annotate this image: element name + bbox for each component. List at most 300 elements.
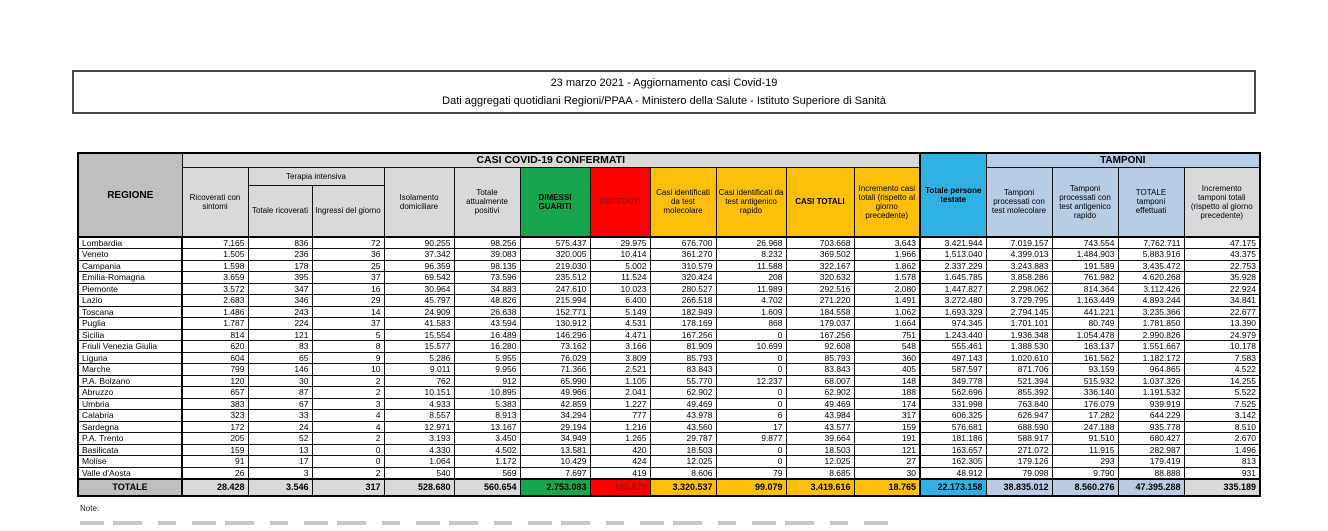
region-name: Emilia-Romagna [78, 272, 182, 284]
value-cell: 3.166 [590, 341, 650, 353]
region-name: Sicilia [78, 329, 182, 341]
value-cell: 1.227 [590, 398, 650, 410]
value-cell: 2 [312, 467, 384, 479]
value-cell: 16 [312, 283, 384, 295]
col-header-incremento-casi: Incremento casi totali (rispetto al giorno precedente) [854, 167, 920, 237]
note-label: Note: [80, 504, 100, 513]
value-cell: 49.469 [786, 398, 854, 410]
group-header-terapia-intensiva: Terapia intensiva [248, 167, 384, 185]
col-header-tamponi-antigenico: Tamponi processati con test antigenico rapido [1052, 167, 1118, 237]
value-cell: 2 [312, 375, 384, 387]
value-cell: 172 [182, 421, 248, 433]
value-cell: 29.975 [590, 237, 650, 249]
table-row [78, 364, 1260, 376]
totale-value-cell: 528.680 [384, 479, 454, 496]
value-cell: 424 [590, 456, 650, 468]
value-cell: 3.450 [454, 433, 520, 445]
value-cell: 167.256 [650, 329, 716, 341]
col-header-regione: REGIONE [78, 153, 182, 237]
value-cell: 236 [248, 249, 312, 261]
value-cell: 5.522 [1184, 387, 1260, 399]
value-cell: 336.140 [1052, 387, 1118, 399]
value-cell: 1.609 [716, 306, 786, 318]
note-clipped-text [80, 521, 895, 525]
value-cell: 10.023 [590, 283, 650, 295]
value-cell: 22.753 [1184, 260, 1260, 272]
value-cell: 688.590 [986, 421, 1052, 433]
value-cell: 34.294 [520, 410, 590, 422]
value-cell: 182.949 [650, 306, 716, 318]
value-cell: 813 [1184, 456, 1260, 468]
value-cell: 79 [716, 467, 786, 479]
value-cell: 167.256 [786, 329, 854, 341]
value-cell: 3.809 [590, 352, 650, 364]
value-cell: 8.685 [786, 467, 854, 479]
value-cell: 2 [312, 387, 384, 399]
value-cell: 62.902 [786, 387, 854, 399]
value-cell: 9.877 [716, 433, 786, 445]
value-cell: 67 [248, 398, 312, 410]
totale-value-cell: 18.765 [854, 479, 920, 496]
value-cell: 703.668 [786, 237, 854, 249]
value-cell: 320.424 [650, 272, 716, 284]
value-cell: 25 [312, 260, 384, 272]
value-cell: 14 [312, 306, 384, 318]
value-cell: 743.554 [1052, 237, 1118, 249]
value-cell: 8.606 [650, 467, 716, 479]
table-row [78, 329, 1260, 341]
value-cell: 174 [854, 398, 920, 410]
value-cell: 80.749 [1052, 318, 1118, 330]
region-name: Piemonte [78, 283, 182, 295]
value-cell: 159 [854, 421, 920, 433]
totale-value-cell: 47.395.288 [1118, 479, 1184, 496]
value-cell: 179.126 [986, 456, 1052, 468]
region-name: Molise [78, 456, 182, 468]
value-cell: 29.787 [650, 433, 716, 445]
col-header-incremento-tamponi: Incremento tamponi totali (rispetto al giorno precedente) [1184, 167, 1260, 237]
value-cell: 871.706 [986, 364, 1052, 376]
value-cell: 1.693.329 [920, 306, 986, 318]
value-cell: 49.966 [520, 387, 590, 399]
value-cell: 282.987 [1118, 444, 1184, 456]
value-cell: 912 [454, 375, 520, 387]
value-cell: 12.237 [716, 375, 786, 387]
value-cell: 331.998 [920, 398, 986, 410]
value-cell: 163.137 [1052, 341, 1118, 353]
value-cell: 73.596 [454, 272, 520, 284]
value-cell: 161.562 [1052, 352, 1118, 364]
value-cell: 0 [716, 329, 786, 341]
value-cell: 3.142 [1184, 410, 1260, 422]
value-cell: 179.037 [786, 318, 854, 330]
value-cell: 34.883 [454, 283, 520, 295]
value-cell: 191 [854, 433, 920, 445]
value-cell: 405 [854, 364, 920, 376]
value-cell: 0 [312, 444, 384, 456]
value-cell: 4.471 [590, 329, 650, 341]
value-cell: 11.989 [716, 283, 786, 295]
value-cell: 6.400 [590, 295, 650, 307]
value-cell: 22.924 [1184, 283, 1260, 295]
value-cell: 0 [716, 387, 786, 399]
table-row [78, 283, 1260, 295]
value-cell: 644.229 [1118, 410, 1184, 422]
value-cell: 1.020.610 [986, 352, 1052, 364]
value-cell: 178 [248, 260, 312, 272]
value-cell: 1.513.040 [920, 249, 986, 261]
value-cell: 1.243.440 [920, 329, 986, 341]
value-cell: 148 [854, 375, 920, 387]
value-cell: 587.597 [920, 364, 986, 376]
band-tamponi: TAMPONI [986, 153, 1260, 167]
value-cell: 383 [182, 398, 248, 410]
totale-value-cell: 22.173.158 [920, 479, 986, 496]
value-cell: 49.469 [650, 398, 716, 410]
value-cell: 34.949 [520, 433, 590, 445]
table-row [78, 272, 1260, 284]
value-cell: 548 [854, 341, 920, 353]
value-cell: 43.984 [786, 410, 854, 422]
value-cell: 83.843 [650, 364, 716, 376]
value-cell: 2.337.229 [920, 260, 986, 272]
value-cell: 1.182.172 [1118, 352, 1184, 364]
table-row [78, 456, 1260, 468]
value-cell: 3 [248, 467, 312, 479]
value-cell: 47.175 [1184, 237, 1260, 249]
value-cell: 6 [716, 410, 786, 422]
value-cell: 974.345 [920, 318, 986, 330]
value-cell: 1.054.478 [1052, 329, 1118, 341]
value-cell: 8.510 [1184, 421, 1260, 433]
covid-data-table [77, 152, 1261, 497]
value-cell: 763.840 [986, 398, 1052, 410]
table-row [78, 260, 1260, 272]
value-cell: 1.645.785 [920, 272, 986, 284]
region-name: Lazio [78, 295, 182, 307]
value-cell: 3.421.944 [920, 237, 986, 249]
totale-value-cell: 3.546 [248, 479, 312, 496]
value-cell: 1.862 [854, 260, 920, 272]
value-cell: 620 [182, 341, 248, 353]
col-header-ricoverati-sintomi: Ricoverati con sintomi [182, 167, 248, 237]
totale-value-cell: 317 [312, 479, 384, 496]
value-cell: 1.163.449 [1052, 295, 1118, 307]
value-cell: 178.169 [650, 318, 716, 330]
table-row [78, 375, 1260, 387]
table-row [78, 237, 1260, 249]
value-cell: 4.502 [454, 444, 520, 456]
value-cell: 176.079 [1052, 398, 1118, 410]
value-cell: 2 [312, 433, 384, 445]
value-cell: 11.588 [716, 260, 786, 272]
value-cell: 85.793 [650, 352, 716, 364]
value-cell: 604 [182, 352, 248, 364]
totale-label: TOTALE [78, 479, 182, 496]
value-cell: 188 [854, 387, 920, 399]
value-cell: 30 [854, 467, 920, 479]
value-cell: 13.167 [454, 421, 520, 433]
band-casi-confermati: CASI COVID-19 CONFERMATI [182, 153, 920, 167]
value-cell: 69.542 [384, 272, 454, 284]
value-cell: 30.964 [384, 283, 454, 295]
region-name: Abruzzo [78, 387, 182, 399]
value-cell: 320.005 [520, 249, 590, 261]
value-cell: 2.990.826 [1118, 329, 1184, 341]
value-cell: 10.699 [716, 341, 786, 353]
value-cell: 2.080 [854, 283, 920, 295]
value-cell: 93.159 [1052, 364, 1118, 376]
value-cell: 17 [248, 456, 312, 468]
value-cell: 159 [182, 444, 248, 456]
value-cell: 5.002 [590, 260, 650, 272]
col-header-casi-test-molecolare: Casi identificati da test molecolare [650, 167, 716, 237]
value-cell: 3.112.426 [1118, 283, 1184, 295]
value-cell: 9 [312, 352, 384, 364]
totale-value-cell: 3.320.537 [650, 479, 716, 496]
value-cell: 52 [248, 433, 312, 445]
value-cell: 266.518 [650, 295, 716, 307]
value-cell: 1.787 [182, 318, 248, 330]
value-cell: 62.902 [650, 387, 716, 399]
totale-value-cell: 335.189 [1184, 479, 1260, 496]
value-cell: 1.966 [854, 249, 920, 261]
totale-value-cell: 28.428 [182, 479, 248, 496]
value-cell: 569 [454, 467, 520, 479]
value-cell: 1.265 [590, 433, 650, 445]
value-cell: 2.298.062 [986, 283, 1052, 295]
value-cell: 72 [312, 237, 384, 249]
value-cell: 4 [312, 421, 384, 433]
value-cell: 130.912 [520, 318, 590, 330]
value-cell: 29 [312, 295, 384, 307]
value-cell: 14.255 [1184, 375, 1260, 387]
value-cell: 761.982 [1052, 272, 1118, 284]
value-cell: 11.524 [590, 272, 650, 284]
value-cell: 931 [1184, 467, 1260, 479]
totale-value-cell: 105.879 [590, 479, 650, 496]
value-cell: 0 [716, 398, 786, 410]
value-cell: 224 [248, 318, 312, 330]
value-cell: 521.394 [986, 375, 1052, 387]
value-cell: 146 [248, 364, 312, 376]
value-cell: 9.956 [454, 364, 520, 376]
table-row [78, 410, 1260, 422]
totale-value-cell: 8.560.276 [1052, 479, 1118, 496]
value-cell: 0 [716, 456, 786, 468]
value-cell: 1.447.827 [920, 283, 986, 295]
value-cell: 91 [182, 456, 248, 468]
table-footer [78, 479, 1260, 496]
region-name: Campania [78, 260, 182, 272]
value-cell: 4 [312, 410, 384, 422]
value-cell: 3 [312, 398, 384, 410]
value-cell: 8 [312, 341, 384, 353]
value-cell: 441.221 [1052, 306, 1118, 318]
value-cell: 15.554 [384, 329, 454, 341]
value-cell: 4.702 [716, 295, 786, 307]
value-cell: 5.883.916 [1118, 249, 1184, 261]
value-cell: 3.858.286 [986, 272, 1052, 284]
table-row [78, 295, 1260, 307]
value-cell: 575.437 [520, 237, 590, 249]
value-cell: 4.893.244 [1118, 295, 1184, 307]
value-cell: 1.037.326 [1118, 375, 1184, 387]
value-cell: 68.007 [786, 375, 854, 387]
totale-value-cell: 2.753.083 [520, 479, 590, 496]
value-cell: 868 [716, 318, 786, 330]
value-cell: 37 [312, 318, 384, 330]
value-cell: 87 [248, 387, 312, 399]
title-line-1: 23 marzo 2021 - Aggiornamento casi Covid-19 [550, 77, 778, 90]
value-cell: 4.531 [590, 318, 650, 330]
value-cell: 1.701.101 [986, 318, 1052, 330]
value-cell: 1.105 [590, 375, 650, 387]
value-cell: 1.172 [454, 456, 520, 468]
value-cell: 4.933 [384, 398, 454, 410]
value-cell: 184.558 [786, 306, 854, 318]
value-cell: 1.578 [854, 272, 920, 284]
region-name: Sardegna [78, 421, 182, 433]
value-cell: 26.638 [454, 306, 520, 318]
value-cell: 4.620.268 [1118, 272, 1184, 284]
value-cell: 7.697 [520, 467, 590, 479]
value-cell: 0 [716, 364, 786, 376]
value-cell: 12.971 [384, 421, 454, 433]
value-cell: 10.414 [590, 249, 650, 261]
value-cell: 83.843 [786, 364, 854, 376]
value-cell: 81.909 [650, 341, 716, 353]
value-cell: 247.610 [520, 283, 590, 295]
value-cell: 1.664 [854, 318, 920, 330]
value-cell: 39.083 [454, 249, 520, 261]
value-cell: 16.280 [454, 341, 520, 353]
value-cell: 347 [248, 283, 312, 295]
value-cell: 219.030 [520, 260, 590, 272]
value-cell: 762 [384, 375, 454, 387]
value-cell: 323 [182, 410, 248, 422]
region-name: Toscana [78, 306, 182, 318]
value-cell: 540 [384, 467, 454, 479]
value-cell: 34.841 [1184, 295, 1260, 307]
value-cell: 37 [312, 272, 384, 284]
value-cell: 1.388.530 [986, 341, 1052, 353]
value-cell: 588.917 [986, 433, 1052, 445]
value-cell: 24.979 [1184, 329, 1260, 341]
value-cell: 1.505 [182, 249, 248, 261]
value-cell: 2.521 [590, 364, 650, 376]
value-cell: 395 [248, 272, 312, 284]
value-cell: 191.589 [1052, 260, 1118, 272]
value-cell: 247.188 [1052, 421, 1118, 433]
value-cell: 43.375 [1184, 249, 1260, 261]
table-body [78, 237, 1260, 479]
col-header-deceduti: DECEDUTI [590, 167, 650, 237]
value-cell: 814 [182, 329, 248, 341]
value-cell: 12.025 [786, 456, 854, 468]
value-cell: 777 [590, 410, 650, 422]
value-cell: 13 [248, 444, 312, 456]
value-cell: 657 [182, 387, 248, 399]
title-box [72, 70, 1256, 114]
value-cell: 680.427 [1118, 433, 1184, 445]
region-name: Marche [78, 364, 182, 376]
value-cell: 293 [1052, 456, 1118, 468]
value-cell: 5.383 [454, 398, 520, 410]
value-cell: 3.193 [384, 433, 454, 445]
value-cell: 4.522 [1184, 364, 1260, 376]
value-cell: 10.178 [1184, 341, 1260, 353]
value-cell: 799 [182, 364, 248, 376]
value-cell: 0 [716, 352, 786, 364]
table-row [78, 467, 1260, 479]
totale-value-cell: 38.835.012 [986, 479, 1052, 496]
region-name: P.A. Trento [78, 433, 182, 445]
region-name: P.A. Bolzano [78, 375, 182, 387]
value-cell: 73.162 [520, 341, 590, 353]
region-name: Friuli Venezia Giulia [78, 341, 182, 353]
value-cell: 7.583 [1184, 352, 1260, 364]
value-cell: 3.243.883 [986, 260, 1052, 272]
value-cell: 1.491 [854, 295, 920, 307]
value-cell: 1.936.348 [986, 329, 1052, 341]
value-cell: 12.025 [650, 456, 716, 468]
table-row [78, 398, 1260, 410]
value-cell: 515.932 [1052, 375, 1118, 387]
value-cell: 9.011 [384, 364, 454, 376]
value-cell: 36 [312, 249, 384, 261]
value-cell: 8.913 [454, 410, 520, 422]
region-name: Puglia [78, 318, 182, 330]
value-cell: 10 [312, 364, 384, 376]
value-cell: 30 [248, 375, 312, 387]
value-cell: 2.794.145 [986, 306, 1052, 318]
value-cell: 48.826 [454, 295, 520, 307]
value-cell: 292.516 [786, 283, 854, 295]
value-cell: 26 [182, 467, 248, 479]
col-header-attualmente-positivi: Totale attualmente positivi [454, 167, 520, 237]
region-name: Valle d'Aosta [78, 467, 182, 479]
value-cell: 65 [248, 352, 312, 364]
value-cell: 13.581 [520, 444, 590, 456]
table-row [78, 341, 1260, 353]
value-cell: 1.216 [590, 421, 650, 433]
value-cell: 96.359 [384, 260, 454, 272]
value-cell: 346 [248, 295, 312, 307]
value-cell: 17.282 [1052, 410, 1118, 422]
value-cell: 5.286 [384, 352, 454, 364]
table-header [78, 153, 1260, 237]
value-cell: 4.399.013 [986, 249, 1052, 261]
value-cell: 8.557 [384, 410, 454, 422]
value-cell: 3.235.366 [1118, 306, 1184, 318]
value-cell: 1.484.903 [1052, 249, 1118, 261]
value-cell: 162.305 [920, 456, 986, 468]
region-name: Calabria [78, 410, 182, 422]
value-cell: 22.677 [1184, 306, 1260, 318]
value-cell: 271.072 [986, 444, 1052, 456]
value-cell: 4.330 [384, 444, 454, 456]
table-row [78, 352, 1260, 364]
value-cell: 65.990 [520, 375, 590, 387]
value-cell: 55.770 [650, 375, 716, 387]
value-cell: 71.366 [520, 364, 590, 376]
value-cell: 626.947 [986, 410, 1052, 422]
value-cell: 235.512 [520, 272, 590, 284]
col-header-casi-totali: CASI TOTALI [786, 167, 854, 237]
value-cell: 13.390 [1184, 318, 1260, 330]
value-cell: 26.968 [716, 237, 786, 249]
